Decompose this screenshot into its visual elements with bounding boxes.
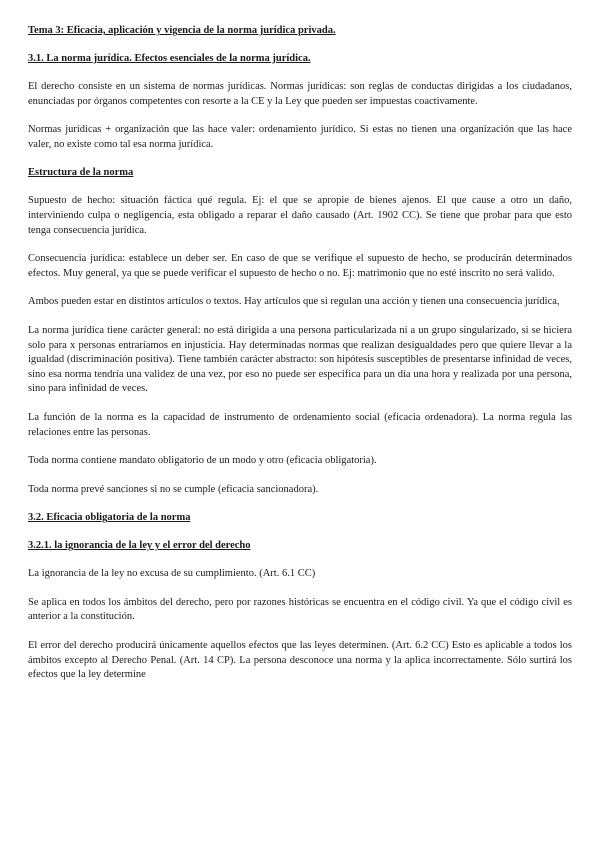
paragraph: La ignorancia de la ley no excusa de su cumplimiento. (Art. 6.1 CC) [28,568,316,580]
document-page [28,24,572,697]
paragraph: El error del derecho producirá únicamente aquellos efectos que las leyes determinen. (Art. 6.2 CC) Esto es aplicable a todos los ámbitos excepto al Derecho Penal. (Art. 14 CP). La persona desconoce una norma y la aplica incorrectamente. Sólo surtirá los efectos que la ley determine [28,640,572,681]
section-heading-3-2-1: 3.2.1. la ignorancia de la ley y el error del derecho [28,540,251,552]
paragraph: Se aplica en todos los ámbitos del derecho, pero por razones históricas se encuentra en el código civil. Ya que el código civil es anterior a la constitución. [28,596,572,623]
paragraph: Ambos pueden estar en distintos artículos o textos. Hay artículos que si regulan una acción y tienen una consecuencia jurídica, [28,296,560,308]
section-heading-3-2: 3.2. Eficacia obligatoria de la norma [28,512,191,524]
paragraph: Toda norma contiene mandato obligatorio de un modo y otro (eficacia obligatoria). [28,455,377,467]
paragraph: Consecuencia jurídica: establece un deber ser. En caso de que se verifique el supuesto de hecho, se producirán determinados efectos. Muy general, ya que se puede verificar el supuesto de hecho o no. Ej: matrimonio que no esté inscrito no será valido. [28,253,572,279]
paragraph: La función de la norma es la capacidad de instrumento de ordenamiento social (eficacia ordenadora). La norma regula las relaciones entre las personas. [28,411,572,438]
paragraph: Normas jurídicas + organización que las hace valer: ordenamiento jurídico. Si estas no tienen una organización que las hace valer, no existe como tal esa norma jurídica. [28,124,572,150]
paragraph: El derecho consiste en un sistema de normas jurídicas. Normas jurídicas: son reglas de conductas dirigidas a los ciudadanos, enunciadas por órganos competentes con resorte a la CE y la Ley que pueden ser impuestas coactivamente. [28,81,572,107]
paragraph: Supuesto de hecho: situación fáctica qué regula. Ej: el que se apropie de bienes ajenos. El que cause a otro un daño, interviniendo culpa o negligencia, esta obligado a reparar el daño causado (Art. 1902 CC). Se tiene que probar para que esto tenga consecuencia jurídica. [28,195,572,236]
section-heading-estructura: Estructura de la norma [28,167,134,179]
section-heading-3-1: 3.1. La norma jurídica. Efectos esenciales de la norma jurídica. [28,53,311,64]
paragraph: Toda norma prevé sanciones si no se cumple (eficacia sancionadora). [28,483,319,495]
document-title: Tema 3: Eficacia, aplicación y vigencia de la norma jurídica privada. [28,25,336,36]
paragraph: La norma jurídica tiene carácter general: no está dirigida a una persona particularizada ni a un grupo singularizado, si se hiciera solo para x personas entraríamos en injusticia. Hay determinadas normas que realizan desigualdades pero que quiere llevar a la igualdad (discriminación positiva). Tiene también carácter abstracto: son hipótesis susceptibles de presentarse infinidad de veces, sino esa norma tendría una validez de una vez, por eso no puede ser especifica para un día una hora y realizada por una persona, sino para infinidad de veces. [28,324,572,395]
